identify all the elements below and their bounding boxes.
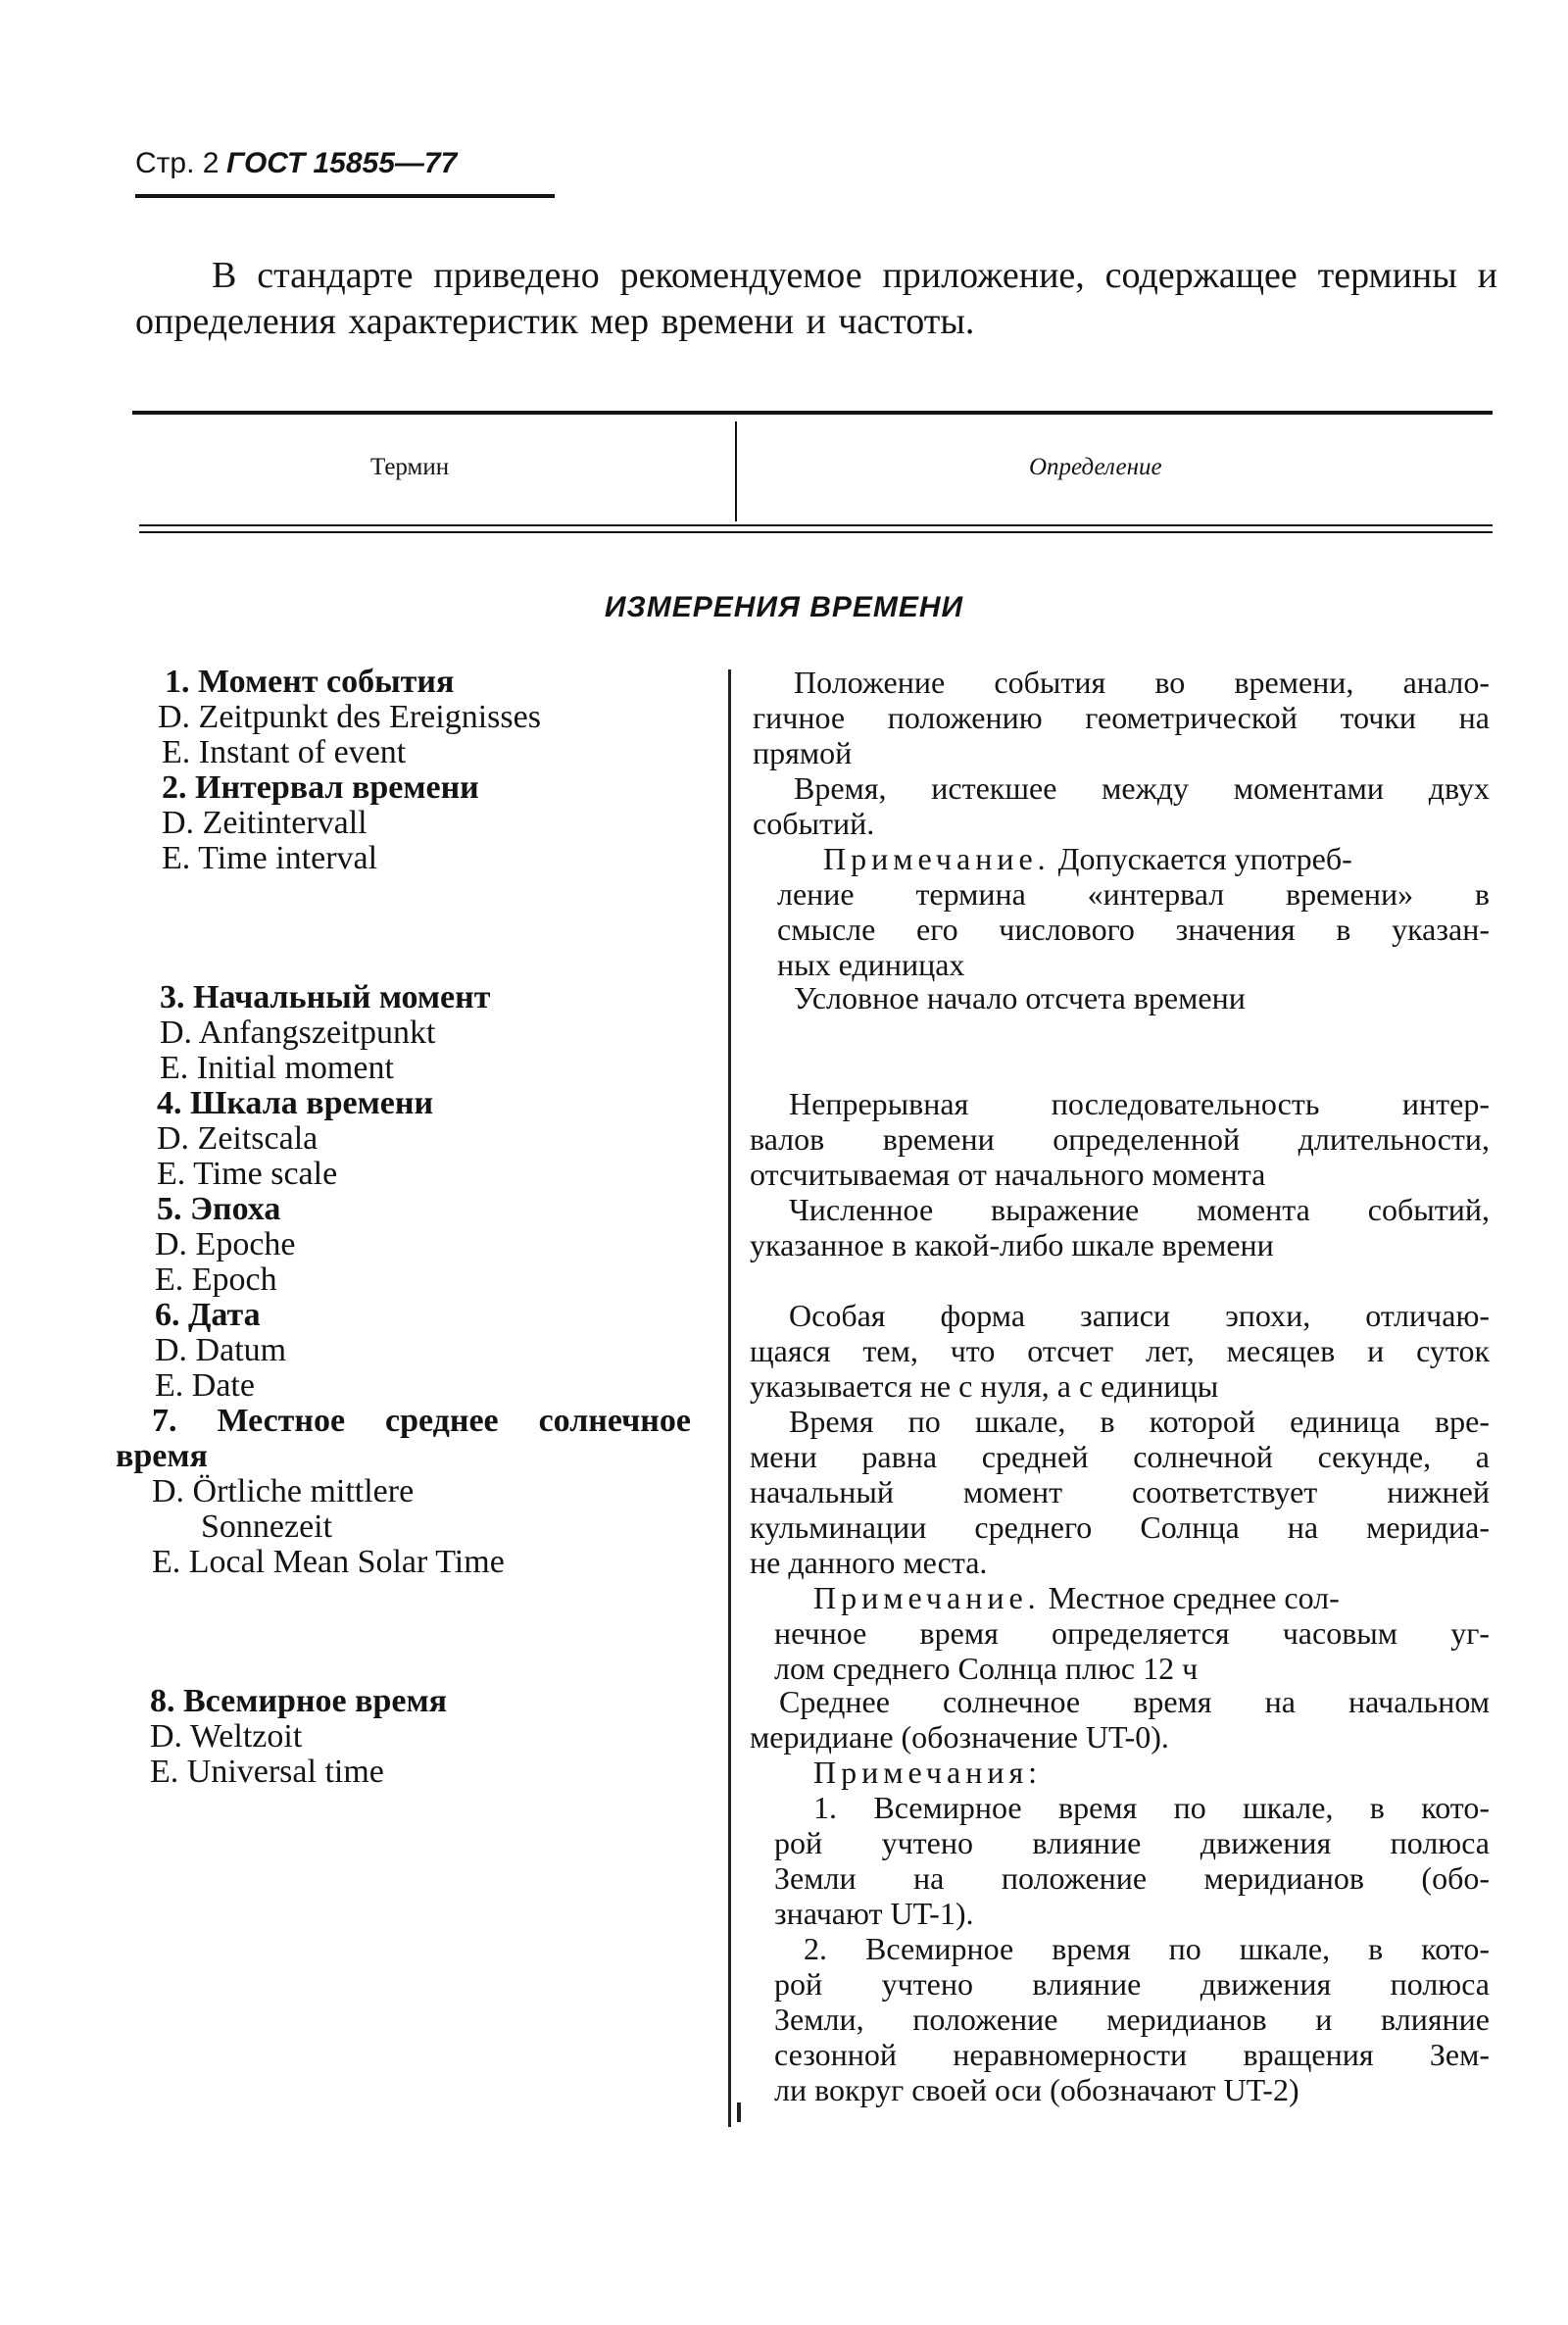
column-divider-tail: [737, 2102, 741, 2122]
def-8-note-2-line-3: Земли, положение меридианов и влияние: [774, 2002, 1490, 2037]
term-1-ru: 1. Момент события: [165, 664, 455, 700]
term-5-ru: 5. Эпоха: [157, 1191, 281, 1227]
term-6-ru: 6. Дата: [155, 1297, 261, 1333]
term-8-ru: 8. Всемирное время: [150, 1683, 448, 1719]
def-1-line-2: гичное положению геометрической точки на: [753, 700, 1490, 735]
term-4-en: E. Time scale: [157, 1156, 338, 1192]
def-5-line-1: Численное выражение момента событий,: [789, 1192, 1490, 1227]
def-2-note-line-3: смысле его числового значения в указан-: [777, 912, 1490, 947]
term-4-ru: 4. Шкала времени: [157, 1085, 434, 1121]
def-7-note-line-3: лом среднего Солнца плюс 12 ч: [774, 1651, 1199, 1686]
def-6-line-3: указывается не с нуля, а с единицы: [750, 1368, 1219, 1404]
def-7-line-1: Время по шкале, в которой единица вре-: [789, 1404, 1490, 1439]
def-7-note: [813, 1580, 1340, 1615]
note-label: Примечание.: [813, 1580, 1041, 1615]
def-8-note-1-line-4: значают UT-1).: [774, 1896, 974, 1931]
table-header-rule: [139, 524, 1493, 526]
term-3-de: D. Anfangszeitpunkt: [160, 1014, 436, 1051]
term-6-de: D. Datum: [155, 1332, 287, 1368]
term-7-ru: 7. Местное среднее солнечное: [152, 1403, 691, 1439]
intro-paragraph: В стандарте приведено рекомендуемое приложение, содержащее термины и определения характеристик мер времени и частоты.: [135, 255, 1497, 342]
term-4-de: D. Zeitscala: [157, 1120, 318, 1157]
term-2-de: D. Zeitintervall: [162, 805, 368, 841]
def-4-line-1: Непрерывная последовательность интер-: [789, 1086, 1490, 1121]
term-7-de-cont: Sonnezeit: [201, 1509, 333, 1545]
def-7-note-text: Местное среднее сол-: [1048, 1580, 1340, 1615]
table-top-rule: [132, 411, 1493, 415]
term-2-ru: 2. Интервал времени: [162, 769, 479, 806]
term-7-ru-cont: время: [116, 1438, 208, 1474]
def-1-line-1: Положение события во времени, анало-: [794, 665, 1490, 700]
def-8-note-1-line-2: рой учтено влияние движения полюса: [774, 1825, 1490, 1860]
def-6-line-2: щаяся тем, что отсчет лет, месяцев и суток: [750, 1333, 1490, 1368]
term-6-en: E. Date: [155, 1367, 255, 1404]
def-8-note-2-line-1: 2. Всемирное время по шкале, в кото-: [804, 1931, 1490, 1966]
def-8-note-2-line-5: ли вокруг своей оси (обозначают UT-2): [774, 2072, 1299, 2107]
def-1-line-3: прямой: [753, 735, 853, 770]
def-8-note-2-line-2: рой учтено влияние движения полюса: [774, 1966, 1490, 2002]
term-7-de: D. Örtliche mittlere: [152, 1473, 415, 1509]
term-5-de: D. Epoche: [155, 1226, 296, 1262]
header-rule: [135, 194, 555, 198]
def-8-line-2: меридиане (обозначение UT-0).: [750, 1719, 1169, 1755]
def-7-line-2: мени равна средней солнечной секунде, а: [750, 1439, 1490, 1474]
def-2-note-text: Допускается употреб-: [1057, 841, 1352, 876]
def-7-line-5: не данного места.: [750, 1545, 988, 1580]
term-3-en: E. Initial moment: [160, 1050, 394, 1086]
page-number: Стр. 2: [135, 147, 220, 179]
note-label: Примечание.: [823, 841, 1051, 876]
term-8-de: D. Weltzoit: [150, 1718, 303, 1755]
term-2-en: E. Time interval: [162, 840, 378, 876]
def-4-line-2: валов времени определенной длительности,: [750, 1121, 1490, 1157]
def-3-line-1: Условное начало отсчета времени: [794, 980, 1246, 1015]
column-header-term: Термин: [370, 454, 450, 480]
term-3-ru: 3. Начальный момент: [160, 979, 491, 1015]
def-8-note-2-line-4: сезонной неравномерности вращения Зем-: [774, 2037, 1490, 2072]
def-7-note-line-2: нечное время определяется часовым уг-: [774, 1615, 1490, 1651]
def-2-note-label: [823, 841, 1352, 876]
standard-number: ГОСТ 15855—77: [225, 147, 458, 179]
term-1-en: E. Instant of event: [162, 734, 407, 770]
def-7-line-3: начальный момент соответствует нижней: [750, 1474, 1490, 1509]
def-5-line-2: указанное в какой-либо шкале времени: [750, 1227, 1274, 1262]
term-7-en: E. Local Mean Solar Time: [152, 1544, 505, 1580]
def-2-line-1: Время, истекшее между моментами двух: [794, 770, 1490, 806]
page-header: [135, 147, 457, 180]
def-8-line-1: Среднее солнечное время на начальном: [779, 1684, 1490, 1719]
def-2-note-line-4: ных единицах: [777, 947, 965, 982]
def-2-line-2: событий.: [753, 806, 875, 841]
term-8-en: E. Universal time: [150, 1754, 384, 1790]
def-7-line-4: кульминации среднего Солнца на меридиа-: [750, 1509, 1490, 1545]
def-4-line-3: отсчитываемая от начального момента: [750, 1157, 1266, 1192]
term-1-de: D. Zeitpunkt des Ereignisses: [158, 699, 541, 735]
def-8-note-1-line-1: 1. Всемирное время по шкале, в кото-: [813, 1790, 1490, 1825]
table-header-rule-double: [139, 531, 1493, 533]
def-6-line-1: Особая форма записи эпохи, отличаю-: [789, 1298, 1490, 1333]
column-header-divider: [735, 421, 737, 521]
column-divider: [728, 669, 731, 2127]
term-5-en: E. Epoch: [155, 1261, 277, 1298]
section-title: ИЗМЕРЕНИЯ ВРЕМЕНИ: [604, 591, 964, 623]
column-header-definition: Определение: [1029, 454, 1162, 480]
def-2-note-line-2: ление термина «интервал времени» в: [777, 876, 1490, 912]
def-8-notes-label: Примечания:: [813, 1755, 1043, 1790]
def-8-note-1-line-3: Земли на положение меридианов (обо-: [774, 1860, 1490, 1896]
